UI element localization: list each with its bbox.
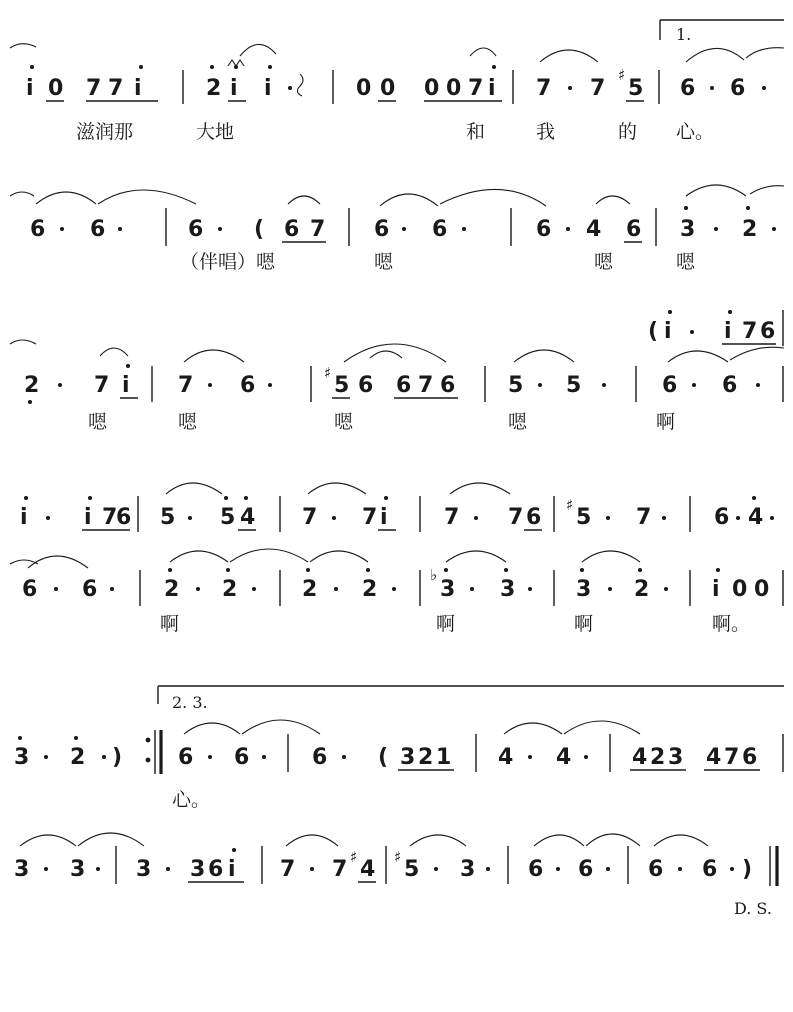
duration-dot [710, 86, 714, 90]
octave-dot [366, 568, 370, 572]
note: 6 [30, 217, 46, 242]
note: 0 [380, 76, 396, 101]
note: 2 [24, 373, 40, 398]
duration-dot [474, 516, 478, 520]
slur [746, 48, 784, 58]
duration-dot [756, 383, 760, 387]
slur [10, 192, 34, 196]
lyric: （伴唱）嗯 [180, 251, 276, 273]
duration-dot [664, 587, 668, 591]
note: 6 [90, 217, 106, 242]
slur [166, 483, 222, 494]
upper-note: 5 [160, 505, 176, 530]
row-3 [10, 310, 784, 433]
slur [308, 483, 366, 494]
octave-dot [728, 310, 732, 314]
note: 7 [418, 373, 434, 398]
lyric: 嗯 [88, 411, 108, 433]
note: i [488, 76, 496, 101]
duration-dot [568, 86, 572, 90]
slur [534, 835, 584, 846]
note: ) [742, 857, 753, 882]
duration-dot [714, 227, 718, 231]
note: 3 [70, 857, 86, 882]
upper-note: 5 [576, 505, 592, 530]
upper-note: i [724, 319, 732, 344]
note: i [122, 373, 130, 398]
octave-dot [24, 496, 28, 500]
slur [410, 835, 466, 846]
octave-dot [638, 568, 642, 572]
upper-note: 7 [742, 319, 758, 344]
slur [184, 723, 240, 734]
note: 5 [508, 373, 524, 398]
note: 6 [374, 217, 390, 242]
slur [240, 44, 276, 56]
octave-dot [126, 364, 130, 368]
slur [286, 835, 338, 846]
note: 6 [240, 373, 256, 398]
duration-dot [208, 383, 212, 387]
slur [730, 347, 784, 360]
note: 3 [460, 857, 476, 882]
note: 6 [178, 745, 194, 770]
duration-dot [538, 383, 542, 387]
duration-dot [690, 330, 694, 334]
upper-note: 6 [526, 505, 542, 530]
lyric: 啊 [436, 613, 456, 635]
duration-dot [262, 755, 266, 759]
duration-dot [392, 587, 396, 591]
note: 7 [590, 76, 606, 101]
lyric: 嗯 [676, 251, 696, 273]
octave-dot [684, 206, 688, 210]
duration-dot [730, 867, 734, 871]
note: 6 [284, 217, 300, 242]
slur [380, 194, 438, 206]
duration-dot [584, 755, 588, 759]
upper-note: 4 [748, 505, 764, 530]
duration-dot [528, 755, 532, 759]
slur [540, 50, 598, 62]
upper-note: i [20, 505, 28, 530]
row-2 [10, 185, 784, 273]
octave-dot [30, 65, 34, 69]
note: i [26, 76, 34, 101]
note: 7 [108, 76, 124, 101]
duration-dot [528, 587, 532, 591]
slur [668, 351, 728, 362]
note: 6 [82, 577, 98, 602]
duration-dot [762, 86, 766, 90]
slur [28, 556, 88, 568]
slur [586, 834, 640, 846]
octave-dot [668, 310, 672, 314]
lyric: 心。 [172, 789, 211, 811]
lyric: 我 [536, 121, 556, 143]
slur [450, 483, 510, 494]
duration-dot [434, 867, 438, 871]
sharp-sign: ♯ [350, 848, 358, 866]
note: 5 [566, 373, 582, 398]
note: 6 [432, 217, 448, 242]
note: 3 [680, 217, 696, 242]
ds-marking: D. S. [734, 899, 772, 918]
octave-dot [168, 568, 172, 572]
note: 7 [332, 857, 348, 882]
octave-dot [244, 496, 248, 500]
slur [310, 551, 368, 562]
lyric: 大地 [196, 121, 235, 143]
octave-dot [504, 568, 508, 572]
mordent-mark [228, 60, 244, 66]
note: 6 [22, 577, 38, 602]
slur [78, 833, 144, 846]
note: 4 [586, 217, 602, 242]
lyric: 心。 [676, 121, 715, 143]
upper-note: 7 [102, 505, 118, 530]
upper-note: 7 [362, 505, 378, 530]
lyric: 嗯 [594, 251, 614, 273]
note: 3 [668, 745, 684, 770]
octave-dot [226, 568, 230, 572]
note: 2 [362, 577, 378, 602]
note: 7 [724, 745, 740, 770]
duration-dot [462, 227, 466, 231]
duration-dot [58, 383, 62, 387]
octave-dot [88, 496, 92, 500]
lyric: 嗯 [178, 411, 198, 433]
octave-dot [384, 496, 388, 500]
note: 6 [702, 857, 718, 882]
note: 0 [732, 577, 748, 602]
octave-dot [752, 496, 756, 500]
note: 2 [418, 745, 434, 770]
lyric: 啊 [160, 613, 180, 635]
volta-label: 1. [676, 25, 692, 44]
slur [564, 721, 640, 734]
duration-dot [332, 516, 336, 520]
note: 7 [94, 373, 110, 398]
octave-dot [139, 65, 143, 69]
note: 6 [396, 373, 412, 398]
slur [10, 340, 36, 344]
duration-dot [208, 755, 212, 759]
note: 3 [14, 745, 30, 770]
duration-dot [196, 587, 200, 591]
duration-dot [54, 587, 58, 591]
octave-dot [74, 736, 78, 740]
upper-note: 4 [240, 505, 256, 530]
note: ( [254, 217, 265, 242]
note: 6 [528, 857, 544, 882]
note: 2 [302, 577, 318, 602]
duration-dot [470, 587, 474, 591]
upper-note: 7 [636, 505, 652, 530]
sharp-sign: ♯ [618, 66, 626, 84]
duration-dot [566, 227, 570, 231]
note: 6 [536, 217, 552, 242]
duration-dot [334, 587, 338, 591]
upper-note: i [664, 319, 672, 344]
octave-dot [746, 206, 750, 210]
upper-note: 6 [116, 505, 132, 530]
duration-dot [556, 867, 560, 871]
row-4 [10, 483, 783, 635]
duration-dot [188, 516, 192, 520]
note: 3 [400, 745, 416, 770]
octave-dot [18, 736, 22, 740]
note: 1 [436, 745, 452, 770]
note: 2 [650, 745, 666, 770]
octave-dot [716, 568, 720, 572]
slur [230, 549, 308, 562]
slur [20, 835, 76, 846]
note: 7 [468, 76, 484, 101]
note: 2 [164, 577, 180, 602]
note: 6 [578, 857, 594, 882]
volta-label: 2. 3. [172, 693, 208, 712]
note: 6 [440, 373, 456, 398]
note: 3 [576, 577, 592, 602]
note: 4 [498, 745, 514, 770]
slur [288, 196, 320, 204]
slur [10, 44, 36, 48]
note: i [230, 76, 238, 101]
slur [470, 48, 496, 56]
slur [170, 551, 228, 562]
note: 7 [536, 76, 552, 101]
lyric: 的 [618, 121, 638, 143]
slur [582, 551, 640, 562]
lyric: 和 [466, 121, 486, 143]
note: 0 [446, 76, 462, 101]
duration-dot [342, 755, 346, 759]
row-5 [14, 686, 784, 811]
slur [446, 551, 506, 562]
duration-dot [96, 867, 100, 871]
duration-dot [608, 587, 612, 591]
note: 2 [206, 76, 222, 101]
note: i [712, 577, 720, 602]
duration-dot [310, 867, 314, 871]
note: 6 [208, 857, 224, 882]
duration-dot [60, 227, 64, 231]
octave-dot [232, 848, 236, 852]
note: 2 [222, 577, 238, 602]
duration-dot [662, 516, 666, 520]
lyric: 嗯 [374, 251, 394, 273]
duration-dot [118, 227, 122, 231]
duration-dot [44, 867, 48, 871]
upper-note: ( [648, 319, 659, 344]
octave-dot [210, 65, 214, 69]
note: 6 [234, 745, 250, 770]
note: 3 [190, 857, 206, 882]
octave-dot [492, 65, 496, 69]
note: 6 [358, 373, 374, 398]
note: 6 [648, 857, 664, 882]
note: 6 [312, 745, 328, 770]
repeat-dot [146, 738, 151, 743]
duration-dot [102, 755, 106, 759]
flat-sign: ♭ [430, 566, 438, 584]
sharp-sign: ♯ [394, 848, 402, 866]
slur [370, 351, 402, 358]
lyric: 啊。 [712, 613, 751, 635]
note: 2 [70, 745, 86, 770]
vibrato-mark [297, 74, 303, 96]
note: 0 [48, 76, 64, 101]
note: 6 [662, 373, 678, 398]
duration-dot [678, 867, 682, 871]
note: 3 [440, 577, 456, 602]
note: 6 [730, 76, 746, 101]
lyric: 啊 [656, 411, 676, 433]
slur [654, 835, 708, 846]
slur [184, 350, 244, 362]
slur [100, 348, 128, 356]
note: 3 [500, 577, 516, 602]
note: ( [378, 745, 389, 770]
slur [750, 186, 784, 194]
note: 4 [360, 857, 376, 882]
duration-dot [44, 755, 48, 759]
slur [440, 189, 546, 206]
upper-note: 6 [760, 319, 776, 344]
duration-dot [692, 383, 696, 387]
note: 7 [280, 857, 296, 882]
slur [98, 190, 196, 204]
note: 0 [754, 577, 770, 602]
lyric: 啊 [574, 613, 594, 635]
upper-note: 7 [444, 505, 460, 530]
octave-dot [306, 568, 310, 572]
slur [514, 350, 574, 362]
note: ) [112, 745, 123, 770]
duration-dot [736, 516, 740, 520]
octave-dot [580, 568, 584, 572]
upper-note: 6 [714, 505, 730, 530]
duration-dot [110, 587, 114, 591]
sharp-sign: ♯ [324, 364, 332, 382]
note: i [134, 76, 142, 101]
note: 3 [136, 857, 152, 882]
lyric: 嗯 [334, 411, 354, 433]
duration-dot [268, 383, 272, 387]
duration-dot [46, 516, 50, 520]
lyric: 滋润那 [76, 121, 134, 143]
note: 6 [188, 217, 204, 242]
note: 4 [556, 745, 572, 770]
slur [686, 185, 746, 196]
note: 7 [310, 217, 326, 242]
slur [36, 192, 96, 204]
note: 6 [742, 745, 758, 770]
slur [596, 196, 630, 204]
row-6 [14, 833, 777, 918]
duration-dot [166, 867, 170, 871]
slur [686, 48, 744, 62]
note: i [228, 857, 236, 882]
note: 6 [722, 373, 738, 398]
note: 2 [634, 577, 650, 602]
note: 7 [178, 373, 194, 398]
duration-dot [288, 86, 292, 90]
duration-dot [486, 867, 490, 871]
duration-dot [606, 516, 610, 520]
note: 4 [706, 745, 722, 770]
upper-note: 7 [302, 505, 318, 530]
lyric: 嗯 [508, 411, 528, 433]
octave-dot [268, 65, 272, 69]
duration-dot [402, 227, 406, 231]
note: 3 [14, 857, 30, 882]
note: 5 [628, 76, 644, 101]
duration-dot [252, 587, 256, 591]
note: i [264, 76, 272, 101]
slur [504, 723, 562, 734]
repeat-dot [146, 758, 151, 763]
note: 0 [424, 76, 440, 101]
upper-note: i [380, 505, 388, 530]
octave-dot [224, 496, 228, 500]
note: 6 [626, 217, 642, 242]
octave-dot [444, 568, 448, 572]
note: 4 [632, 745, 648, 770]
duration-dot [606, 867, 610, 871]
duration-dot [770, 516, 774, 520]
note: 5 [404, 857, 420, 882]
slur [242, 720, 320, 734]
upper-note: 7 [508, 505, 524, 530]
note: 2 [742, 217, 758, 242]
row-1 [10, 20, 784, 143]
note: 0 [356, 76, 372, 101]
upper-note: 5 [220, 505, 236, 530]
low-octave-dot [28, 400, 32, 404]
note: 6 [680, 76, 696, 101]
upper-note: i [84, 505, 92, 530]
duration-dot [602, 383, 606, 387]
note: 5 [334, 373, 350, 398]
duration-dot [218, 227, 222, 231]
duration-dot [772, 227, 776, 231]
note: 7 [86, 76, 102, 101]
sharp-sign: ♯ [566, 496, 574, 514]
